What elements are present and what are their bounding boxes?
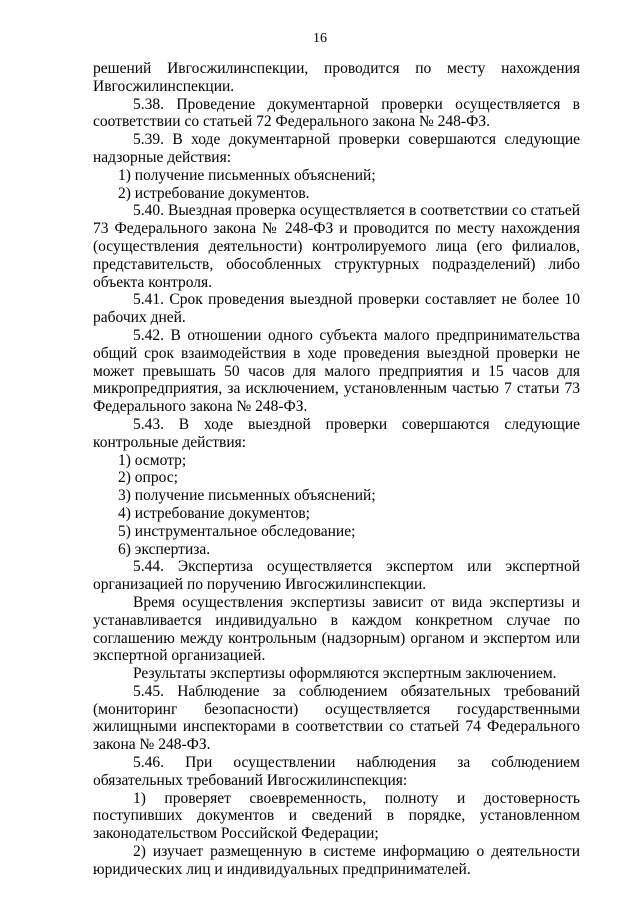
- list-item: 1) осмотр;: [118, 451, 187, 469]
- page-number: 16: [313, 31, 327, 46]
- paragraph-5-44: 5.44. Экспертиза осуществляется экспертом или экспертной организацией по поручению Ивгосжилинспекции.: [93, 558, 580, 594]
- paragraph-5-40: 5.40. Выездная проверка осуществляется в соответствии со статьей 73 Федерального закона № 248-ФЗ и проводится по месту нахождения (осуществления деятельности) контролируемого лица (его филиалов, представительств, обособленных структурных подразделений) либо объекта контроля.: [93, 202, 580, 291]
- paragraph-expertise-results: Результаты экспертизы оформляются экспертным заключением.: [133, 665, 557, 683]
- paragraph-5-41: 5.41. Срок проведения выездной проверки составляет не более 10 рабочих дней.: [93, 291, 580, 327]
- list-item: 1) получение письменных объяснений;: [118, 166, 376, 184]
- list-item: 6) экспертиза.: [118, 540, 211, 558]
- paragraph-5-46-item-1: 1) проверяет своевременность, полноту и достоверность поступивших документов и сведений в порядке, установленном законодательством Российской Федерации;: [93, 789, 580, 843]
- paragraph-5-39: 5.39. В ходе документарной проверки совершаются следующие надзорные действия:: [93, 131, 580, 166]
- list-item: 2) истребование документов.: [118, 184, 310, 202]
- paragraph-5-46-item-2: 2) изучает размещенную в системе информацию о деятельности юридических лиц и индивидуальных предпринимателей.: [93, 843, 580, 878]
- paragraph-expertise-time: Время осуществления экспертизы зависит от вида экспертизы и устанавливается индивидуально в каждом конкретном случае по соглашению между контрольным (надзорным) органом и экспертом или экспертной организацией.: [93, 593, 580, 665]
- paragraph-5-38: 5.38. Проведение документарной проверки осуществляется в соответствии со статьей 72 Федерального закона № 248-ФЗ.: [93, 95, 580, 131]
- paragraph-continuation: решений Ивгосжилинспекции, проводится по месту нахождения Ивгосжилинспекции.: [93, 60, 580, 95]
- document-body: [93, 60, 580, 879]
- paragraph-5-46: 5.46. При осуществлении наблюдения за соблюдением обязательных требований Ивгосжилинспекция:: [93, 754, 580, 789]
- paragraph-5-43: 5.43. В ходе выездной проверки совершаются следующие контрольные действия:: [93, 415, 580, 451]
- list-item: 3) получение письменных объяснений;: [118, 487, 376, 505]
- paragraph-5-42: 5.42. В отношении одного субъекта малого предпринимательства общий срок взаимодействия в ходе проведения выездной проверки не может превышать 50 часов для малого предприятия и 15 часов для микропредприятия, за исключением, установленным частью 7 статьи 73 Федерального закона № 248-ФЗ.: [93, 326, 580, 416]
- paragraph-5-45: 5.45. Наблюдение за соблюдением обязательных требований (мониторинг безопасности) осуществляется государственными жилищными инспекторами в соответствии со статьей 74 Федерального закона № 248-ФЗ.: [93, 682, 580, 754]
- list-item: 2) опрос;: [118, 469, 178, 487]
- list-item: 4) истребование документов;: [118, 504, 310, 522]
- list-item: 5) инструментальное обследование;: [118, 522, 356, 540]
